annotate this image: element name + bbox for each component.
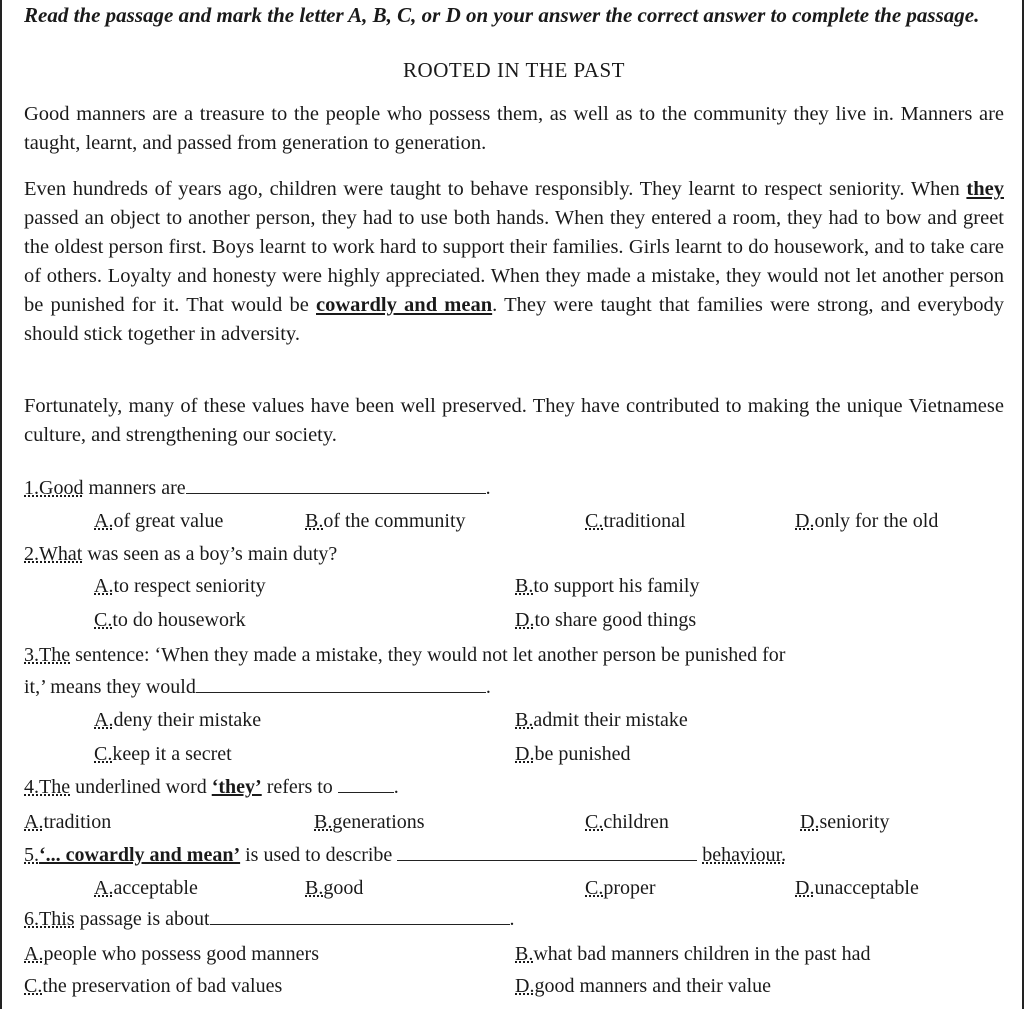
option-text: unacceptable [814,877,919,899]
option-letter: D. [515,743,535,765]
question-3-tail: . [485,676,491,698]
paragraph-2-part-b: passed an object to another person, they had to use both hands. When they entered a room, they had to bow and greet the oldest person first. Boys learnt to work hard to support their families. Girls learnt to do housework, and to take care of others. Loyalty and honesty were highly appreciated. When they made a mistake, they would not let another person be punished for it. That would be [24,207,1004,316]
option-letter: A. [94,709,114,731]
q1-option-a[interactable] [94,507,223,535]
question-1-number: 1.Good [24,477,84,499]
q3-option-a[interactable] [94,706,261,734]
option-text: what bad manners children in the past had [533,943,871,965]
option-letter: A. [24,811,44,833]
option-text: people who possess good manners [43,943,319,965]
underlined-they: they [966,178,1004,200]
option-letter: C. [94,743,113,765]
paragraph-2 [24,175,1004,349]
option-letter: D. [515,975,535,997]
q5-option-a[interactable] [94,874,198,902]
question-2-text: was seen as a boy’s main duty? [82,543,338,565]
option-text: of great value [113,510,224,532]
q6-option-b[interactable] [515,940,870,968]
option-letter: D. [795,510,815,532]
q1-option-b[interactable] [305,507,466,535]
option-text: the preservation of bad values [42,975,283,997]
q3-option-d[interactable] [515,740,631,768]
option-text: proper [603,877,656,899]
question-2-number: 2.What [24,543,83,565]
option-letter: A. [24,943,44,965]
question-4-number: 4.The [24,776,71,798]
option-text: deny their mistake [113,709,262,731]
question-4-quoted: ‘they’ [211,776,262,798]
option-text: to support his family [533,575,700,597]
question-3-line-2 [24,673,491,701]
answer-blank-4[interactable] [338,774,394,793]
option-letter: A. [94,575,114,597]
option-letter: B. [515,575,534,597]
option-letter: C. [24,975,43,997]
q2-option-a[interactable] [94,572,266,600]
question-5 [24,841,786,869]
paragraph-3: Fortunately, many of these values have been well preserved. They have contributed to making the unique Vietnamese culture, and strengthening our society. [24,395,1004,446]
q2-option-d[interactable] [515,606,696,634]
option-letter: C. [585,811,604,833]
question-6-number: 6.This [24,908,75,930]
question-2 [24,540,337,568]
option-text: generations [332,811,425,833]
option-letter: B. [515,943,534,965]
option-text: to do housework [112,609,246,631]
option-letter: C. [585,510,604,532]
question-6-tail: . [509,908,515,930]
passage-title: ROOTED IN THE PAST [403,58,625,82]
option-letter: A. [94,510,114,532]
option-letter: D. [795,877,815,899]
q4-option-c[interactable] [585,808,669,836]
option-text: be punished [534,743,631,765]
option-text: traditional [603,510,686,532]
question-4-text-2: refers to [261,776,333,798]
question-1-tail: . [485,477,491,499]
option-text: children [603,811,669,833]
underlined-cowardly-and-mean: cowardly and mean [316,294,493,316]
option-text: acceptable [113,877,198,899]
option-text: good [323,877,364,899]
option-letter: B. [314,811,333,833]
option-text: admit their mistake [533,709,688,731]
q1-option-d[interactable] [795,507,938,535]
q1-option-c[interactable] [585,507,686,535]
paragraph-2-part-c: . They were taught that families were strong, and everybody should stick together in adversity. [24,294,1004,345]
question-5-quoted: ‘... cowardly and mean’ [39,844,241,866]
q4-option-d[interactable] [800,808,889,836]
q2-option-c[interactable] [94,606,246,634]
option-text: good manners and their value [534,975,772,997]
question-4-tail: . [393,776,399,798]
option-letter: B. [305,510,324,532]
question-1-text: manners are [83,477,186,499]
q5-option-d[interactable] [795,874,919,902]
q3-option-c[interactable] [94,740,232,768]
q6-option-d[interactable] [515,972,771,1000]
option-text: of the community [323,510,466,532]
option-text: to share good things [534,609,697,631]
question-5-tail: behaviour. [702,844,787,866]
q4-option-a[interactable] [24,808,111,836]
option-text: seniority [819,811,890,833]
option-text: tradition [43,811,112,833]
option-letter: B. [305,877,324,899]
option-letter: D. [800,811,820,833]
option-letter: B. [515,709,534,731]
paragraph-1: Good manners are a treasure to the people who possess them, as well as to the community they live in. Manners are taught, learnt, and passed from generation to generation. [24,103,1004,154]
question-6-text: passage is about [74,908,210,930]
question-6 [24,905,515,933]
q5-option-b[interactable] [305,874,363,902]
option-letter: C. [585,877,604,899]
answer-blank-1[interactable] [186,475,486,494]
q5-option-c[interactable] [585,874,656,902]
answer-blank-5[interactable] [397,842,697,861]
question-4-text: underlined word [70,776,212,798]
paragraph-2-part-a: Even hundreds of years ago, children were taught to behave responsibly. They learnt to respect seniority. When [24,178,967,200]
q3-option-b[interactable] [515,706,688,734]
option-text: to respect seniority [113,575,266,597]
question-4 [24,773,399,801]
answer-blank-6[interactable] [210,906,510,925]
question-5-text: is used to describe [240,844,393,866]
option-text: keep it a secret [112,743,232,765]
option-text: only for the old [814,510,939,532]
question-3-text-2: it,’ means they would [24,676,196,698]
q4-option-b[interactable] [314,808,425,836]
option-letter: A. [94,877,114,899]
question-1 [24,474,491,502]
question-3 [24,641,785,669]
question-3-text: sentence: ‘When they made a mistake, they would not let another person be punished for [70,644,786,666]
question-3-number: 3.The [24,644,71,666]
option-letter: D. [515,609,535,631]
answer-blank-3[interactable] [196,674,486,693]
instruction-text: Read the passage and mark the letter A, B, C, or D on your answer the correct answer to complete the passage. [24,3,980,27]
option-letter: C. [94,609,113,631]
q2-option-b[interactable] [515,572,699,600]
q6-option-a[interactable] [24,940,319,968]
question-5-number: 5. [24,844,39,866]
q6-option-c[interactable] [24,972,282,1000]
